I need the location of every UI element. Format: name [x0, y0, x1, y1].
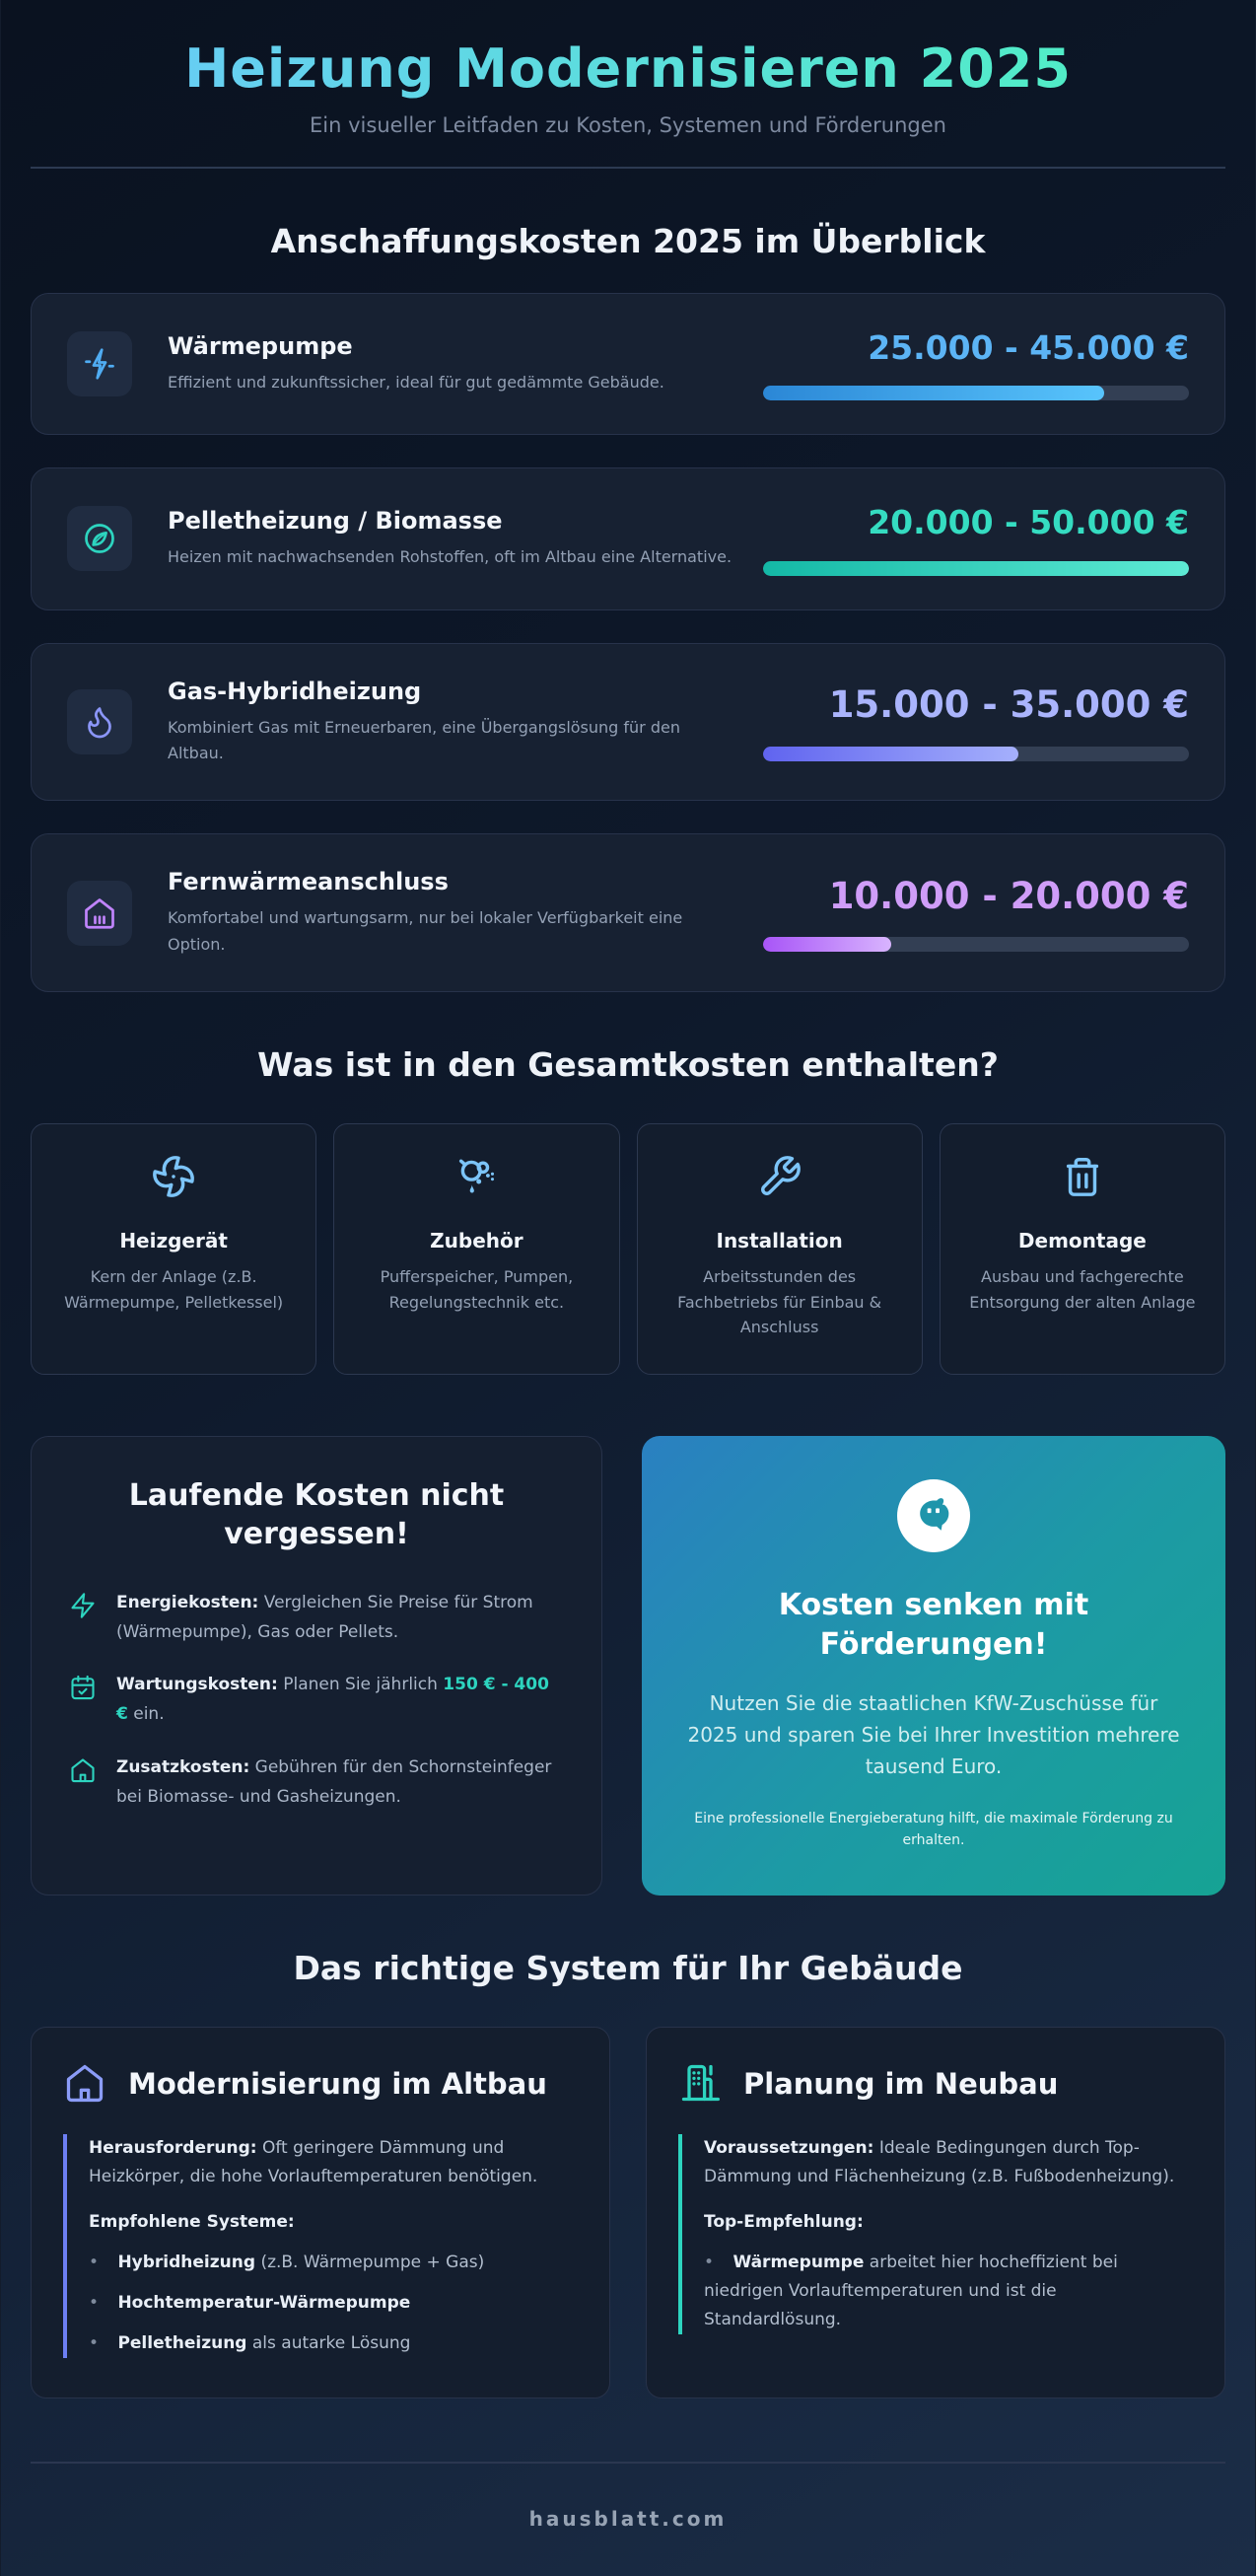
cost-card-gas-hybrid — [31, 643, 1225, 802]
system-section-title: Das richtige System für Ihr Gebäude — [293, 1948, 963, 1987]
bullet-dot: • — [89, 2293, 100, 2314]
piggy-bank-icon — [897, 1479, 970, 1552]
included-title: Heizgerät — [119, 1229, 228, 1253]
system-card-body — [63, 2134, 578, 2358]
system-bullet-bold: Wärmepumpe — [733, 2253, 865, 2273]
system-card-neubau — [646, 2027, 1225, 2398]
cost-price: 10.000 - 20.000 € — [828, 875, 1189, 918]
cost-name: Fernwärmeanschluss — [168, 868, 449, 896]
system-card-head — [678, 2061, 1193, 2109]
cost-range-bar-fill — [763, 747, 1018, 761]
included-text: Kern der Anlage (z.B. Wärmepumpe, Pelletkessel) — [64, 1267, 284, 1312]
header — [31, 37, 1225, 169]
system-paragraph — [89, 2134, 578, 2191]
cost-description: Kombiniert Gas mit Erneuerbaren, eine Übergangslösung für den Altbau. — [168, 717, 680, 762]
running-costs-list — [69, 1589, 564, 1813]
page-subtitle: Ein visueller Leitfaden zu Kosten, Systemen und Förderungen — [310, 113, 946, 137]
included-card-heizgeraet — [31, 1123, 316, 1375]
system-bullet-bold: Hybridheizung — [117, 2253, 256, 2273]
system-paragraph-label: Empfohlene Systeme: — [89, 2212, 295, 2233]
calendar-check-icon — [69, 1671, 97, 1705]
footer — [31, 2462, 1225, 2531]
cost-price-block — [763, 874, 1189, 952]
system-paragraph-text: Oft geringere Dämmung und Heizkörper, die hohe Vorlauftemperaturen benötigen. — [89, 2137, 538, 2186]
running-item-text — [116, 1589, 564, 1648]
system-card-title: Planung im Neubau — [743, 2066, 1059, 2101]
system-paragraph — [89, 2208, 578, 2237]
included-grid — [31, 1123, 1225, 1375]
costs-section-title: Anschaffungskosten 2025 im Überblick — [270, 222, 986, 260]
system-paragraph-label: Top-Empfehlung: — [704, 2212, 864, 2233]
heat-pump-icon — [67, 331, 132, 396]
system-bullet — [89, 2329, 578, 2358]
cost-text-block — [168, 507, 733, 570]
cost-name: Gas-Hybridheizung — [168, 677, 422, 705]
running-item-body: Vergleichen Sie Preise für Strom (Wärmepumpe), Gas oder Pellets. — [116, 1592, 533, 1642]
trash-icon — [1060, 1184, 1105, 1203]
cost-price-block — [763, 502, 1189, 575]
cost-range-bar — [763, 747, 1189, 761]
system-paragraph-label: Herausforderung: — [89, 2137, 257, 2158]
included-card-installation — [637, 1123, 923, 1375]
cost-price: 25.000 - 45.000 € — [868, 328, 1189, 367]
running-item-text — [116, 1671, 564, 1730]
running-item-label: Zusatzkosten: — [116, 1756, 250, 1777]
cost-text-block — [168, 868, 733, 958]
system-bullet — [89, 2289, 578, 2318]
system-bullet-text: arbeitet hier hocheffizient bei niedrigen Vorlauftemperaturen und ist die Standardlösung. — [704, 2253, 1118, 2330]
fan-icon — [151, 1184, 196, 1203]
cost-card-waermepumpe — [31, 293, 1225, 435]
running-item-zusatzkosten — [69, 1753, 564, 1813]
cost-range-bar — [763, 386, 1189, 400]
cost-card-pelletheizung — [31, 467, 1225, 609]
cost-text-block — [168, 332, 733, 395]
home-icon — [69, 1753, 97, 1788]
cost-description: Komfortabel und wartungsarm, nur bei lokaler Verfügbarkeit eine Option. — [168, 908, 683, 954]
cost-range-bar-fill — [763, 561, 1189, 576]
running-item-body: Planen Sie jährlich — [283, 1675, 438, 1695]
cost-price-block — [763, 327, 1189, 400]
included-section-title: Was ist in den Gesamtkosten enthalten? — [257, 1045, 999, 1085]
subsidy-title: Kosten senken mit Förderungen! — [778, 1587, 1089, 1663]
running-item-energiekosten — [69, 1589, 564, 1648]
cost-price: 20.000 - 50.000 € — [868, 503, 1189, 542]
running-item-text — [116, 1753, 564, 1813]
subsidy-panel — [642, 1436, 1225, 1896]
wrench-icon — [757, 1184, 802, 1203]
system-bullet-bold: Pelletheizung — [117, 2333, 247, 2354]
included-title: Zubehör — [430, 1229, 523, 1253]
flame-icon — [67, 689, 132, 754]
running-item-body: Gebühren für den Schornsteinfeger bei Biomasse- und Gasheizungen. — [116, 1756, 552, 1807]
zap-icon — [69, 1589, 97, 1623]
system-bullet-bold: Hochtemperatur-Wärmepumpe — [117, 2293, 411, 2314]
system-bullet — [704, 2249, 1193, 2334]
header-divider — [31, 167, 1225, 169]
running-item-label: Energiekosten: — [116, 1592, 259, 1612]
subsidy-note: Eine professionelle Energieberatung hilft, die maximale Förderung zu erhalten. — [694, 1810, 1173, 1849]
system-paragraph — [704, 2134, 1193, 2191]
system-grid — [31, 2027, 1225, 2398]
system-card-altbau — [31, 2027, 610, 2398]
cost-price-block — [763, 682, 1189, 760]
cost-card-fernwaerme — [31, 833, 1225, 992]
system-card-title: Modernisierung im Altbau — [128, 2066, 547, 2101]
page-title: Heizung Modernisieren 2025 — [31, 37, 1225, 100]
system-paragraph-text: Ideale Bedingungen durch Top-Dämmung und Flächenheizung (z.B. Fußbodenheizung). — [704, 2137, 1175, 2186]
bullet-dot: • — [89, 2333, 100, 2354]
footer-divider — [31, 2462, 1225, 2464]
system-bullet-text: als autarke Lösung — [251, 2333, 411, 2354]
cost-price: 15.000 - 35.000 € — [828, 683, 1189, 727]
costs-section — [31, 222, 1225, 992]
running-costs-title: Laufende Kosten nicht vergessen! — [128, 1477, 505, 1551]
cost-range-bar-fill — [763, 937, 891, 952]
cost-name: Pelletheizung / Biomasse — [168, 507, 503, 536]
building-icon — [678, 2061, 722, 2109]
pump-icon — [454, 1184, 499, 1203]
cost-description: Heizen mit nachwachsenden Rohstoffen, oft im Altbau eine Alternative. — [168, 547, 733, 567]
included-text: Ausbau und fachgerechte Entsorgung der alten Anlage — [969, 1267, 1196, 1312]
footer-site: hausblatt.com — [528, 2506, 728, 2531]
system-bullet — [89, 2249, 578, 2277]
info-panels — [31, 1436, 1225, 1896]
cost-text-block — [168, 678, 733, 767]
included-card-zubehoer — [333, 1123, 619, 1375]
home-icon — [63, 2061, 106, 2109]
subsidy-body: Nutzen Sie die staatlichen KfW-Zuschüsse für 2025 und sparen Sie bei Ihrer Investition mehrere tausend Euro. — [687, 1690, 1180, 1778]
system-card-head — [63, 2061, 578, 2109]
house-heating-icon — [67, 881, 132, 946]
cost-description: Effizient und zukunftssicher, ideal für gut gedämmte Gebäude. — [168, 372, 664, 392]
cost-range-bar — [763, 561, 1189, 576]
running-costs-panel — [31, 1436, 602, 1896]
cost-name: Wärmepumpe — [168, 331, 353, 360]
system-paragraph-label: Voraussetzungen: — [704, 2137, 874, 2158]
included-title: Installation — [716, 1229, 843, 1253]
running-item-highlight: 150 € - 400 € — [116, 1675, 549, 1725]
included-section — [31, 1045, 1225, 1375]
bullet-dot: • — [704, 2253, 715, 2273]
included-text: Pufferspeicher, Pumpen, Regelungstechnik etc. — [380, 1267, 574, 1312]
system-card-body — [678, 2134, 1193, 2334]
included-card-demontage — [940, 1123, 1225, 1375]
system-bullet-text: (z.B. Wärmepumpe + Gas) — [260, 2253, 485, 2273]
leaf-icon — [67, 506, 132, 571]
bullet-dot: • — [89, 2253, 100, 2273]
running-item-label: Wartungskosten: — [116, 1675, 278, 1695]
included-text: Arbeitsstunden des Fachbetriebs für Einbau & Anschluss — [677, 1267, 882, 1337]
cost-range-bar-fill — [763, 386, 1104, 400]
system-section — [31, 1949, 1225, 2398]
running-item-wartungskosten — [69, 1671, 564, 1730]
running-item-body: ein. — [133, 1704, 165, 1725]
cost-range-bar — [763, 937, 1189, 952]
system-paragraph — [704, 2208, 1193, 2237]
included-title: Demontage — [1017, 1229, 1147, 1253]
